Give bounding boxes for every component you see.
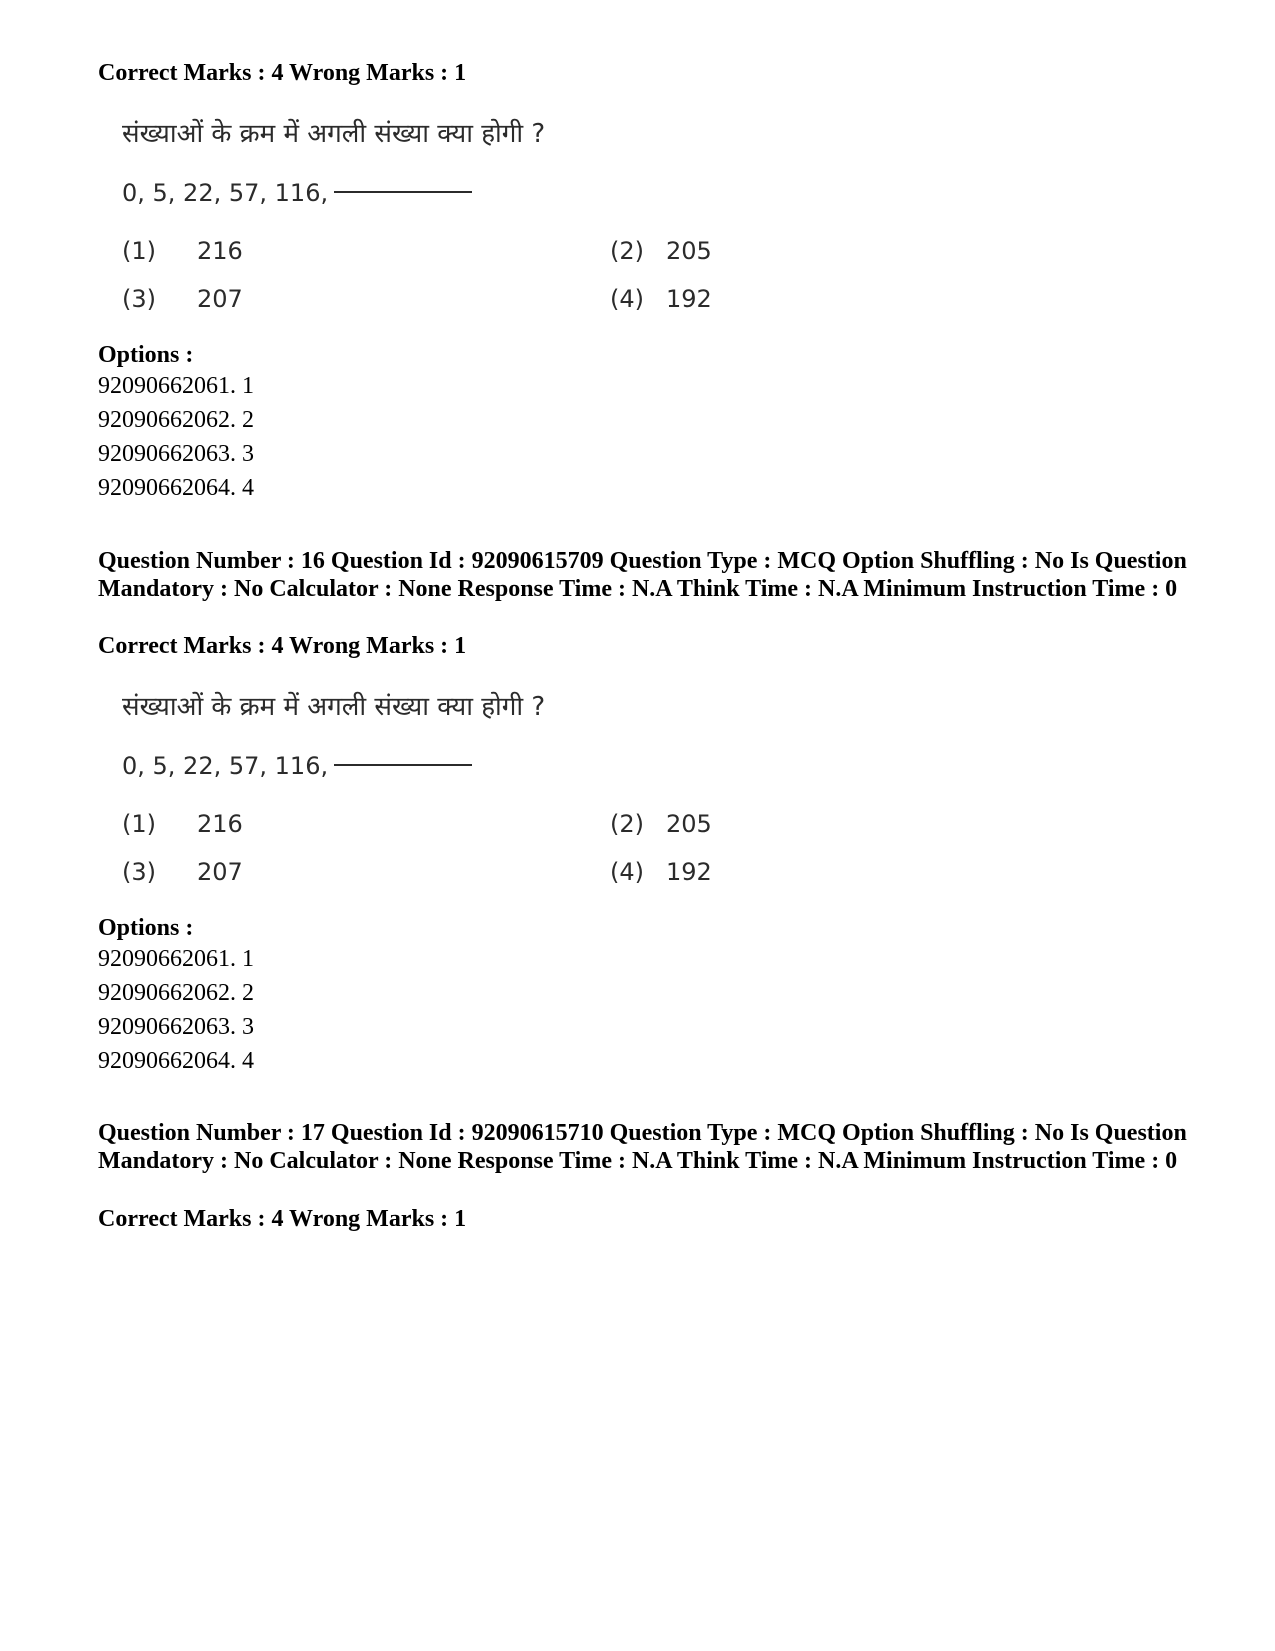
choice-4 [610, 856, 712, 888]
question-meta: Question Number : 17 Question Id : 92090615710 Question Type : MCQ Option Shuffling : No Is Question Mandatory : No Calculator : None Response Time : N.A Think Time : N.A Minimum Instruction Time : 0 [98, 1120, 1187, 1174]
question-image [122, 117, 742, 317]
answer-blank [334, 764, 472, 766]
choice-number: (3) [122, 858, 156, 886]
choice-2 [610, 808, 712, 840]
question-image [122, 690, 742, 890]
choice-value: 216 [197, 810, 243, 838]
option-item: 92090662061. 1 [98, 373, 254, 399]
option-item: 92090662062. 2 [98, 980, 254, 1006]
choice-4 [610, 283, 712, 315]
question-meta: Question Number : 16 Question Id : 92090615709 Question Type : MCQ Option Shuffling : No Is Question Mandatory : No Calculator : None Response Time : N.A Think Time : N.A Minimum Instruction Time : 0 [98, 548, 1187, 602]
choice-value: 207 [197, 285, 243, 313]
choice-1 [122, 235, 243, 267]
options-list [98, 942, 254, 1078]
options-label: Options : [98, 342, 194, 368]
choice-number: (4) [610, 858, 644, 886]
question-text: संख्याओं के क्रम में अगली संख्या क्या होगी ? [122, 692, 546, 722]
choice-3 [122, 856, 243, 888]
sequence-values: 0, 5, 22, 57, 116, [122, 179, 329, 207]
choice-value: 192 [666, 285, 712, 313]
answer-blank [334, 191, 472, 193]
question-text: संख्याओं के क्रम में अगली संख्या क्या होगी ? [122, 119, 546, 149]
option-item: 92090662063. 3 [98, 1014, 254, 1040]
sequence-values: 0, 5, 22, 57, 116, [122, 752, 329, 780]
option-item: 92090662064. 4 [98, 475, 254, 501]
choice-value: 192 [666, 858, 712, 886]
choice-number: (1) [122, 237, 156, 265]
correct-marks-line: Correct Marks : 4 Wrong Marks : 1 [98, 1206, 467, 1232]
number-sequence [122, 177, 472, 209]
choice-1 [122, 808, 243, 840]
correct-marks-line: Correct Marks : 4 Wrong Marks : 1 [98, 60, 467, 86]
option-item: 92090662062. 2 [98, 407, 254, 433]
choice-value: 216 [197, 237, 243, 265]
option-item: 92090662061. 1 [98, 946, 254, 972]
option-item: 92090662063. 3 [98, 441, 254, 467]
choice-3 [122, 283, 243, 315]
choice-number: (2) [610, 810, 644, 838]
choice-value: 207 [197, 858, 243, 886]
choice-value: 205 [666, 237, 712, 265]
options-list [98, 369, 254, 505]
choice-2 [610, 235, 712, 267]
choice-number: (2) [610, 237, 644, 265]
correct-marks-line: Correct Marks : 4 Wrong Marks : 1 [98, 633, 467, 659]
options-label: Options : [98, 915, 194, 941]
number-sequence [122, 750, 472, 782]
choice-number: (3) [122, 285, 156, 313]
choice-number: (1) [122, 810, 156, 838]
option-item: 92090662064. 4 [98, 1048, 254, 1074]
choice-value: 205 [666, 810, 712, 838]
choice-number: (4) [610, 285, 644, 313]
